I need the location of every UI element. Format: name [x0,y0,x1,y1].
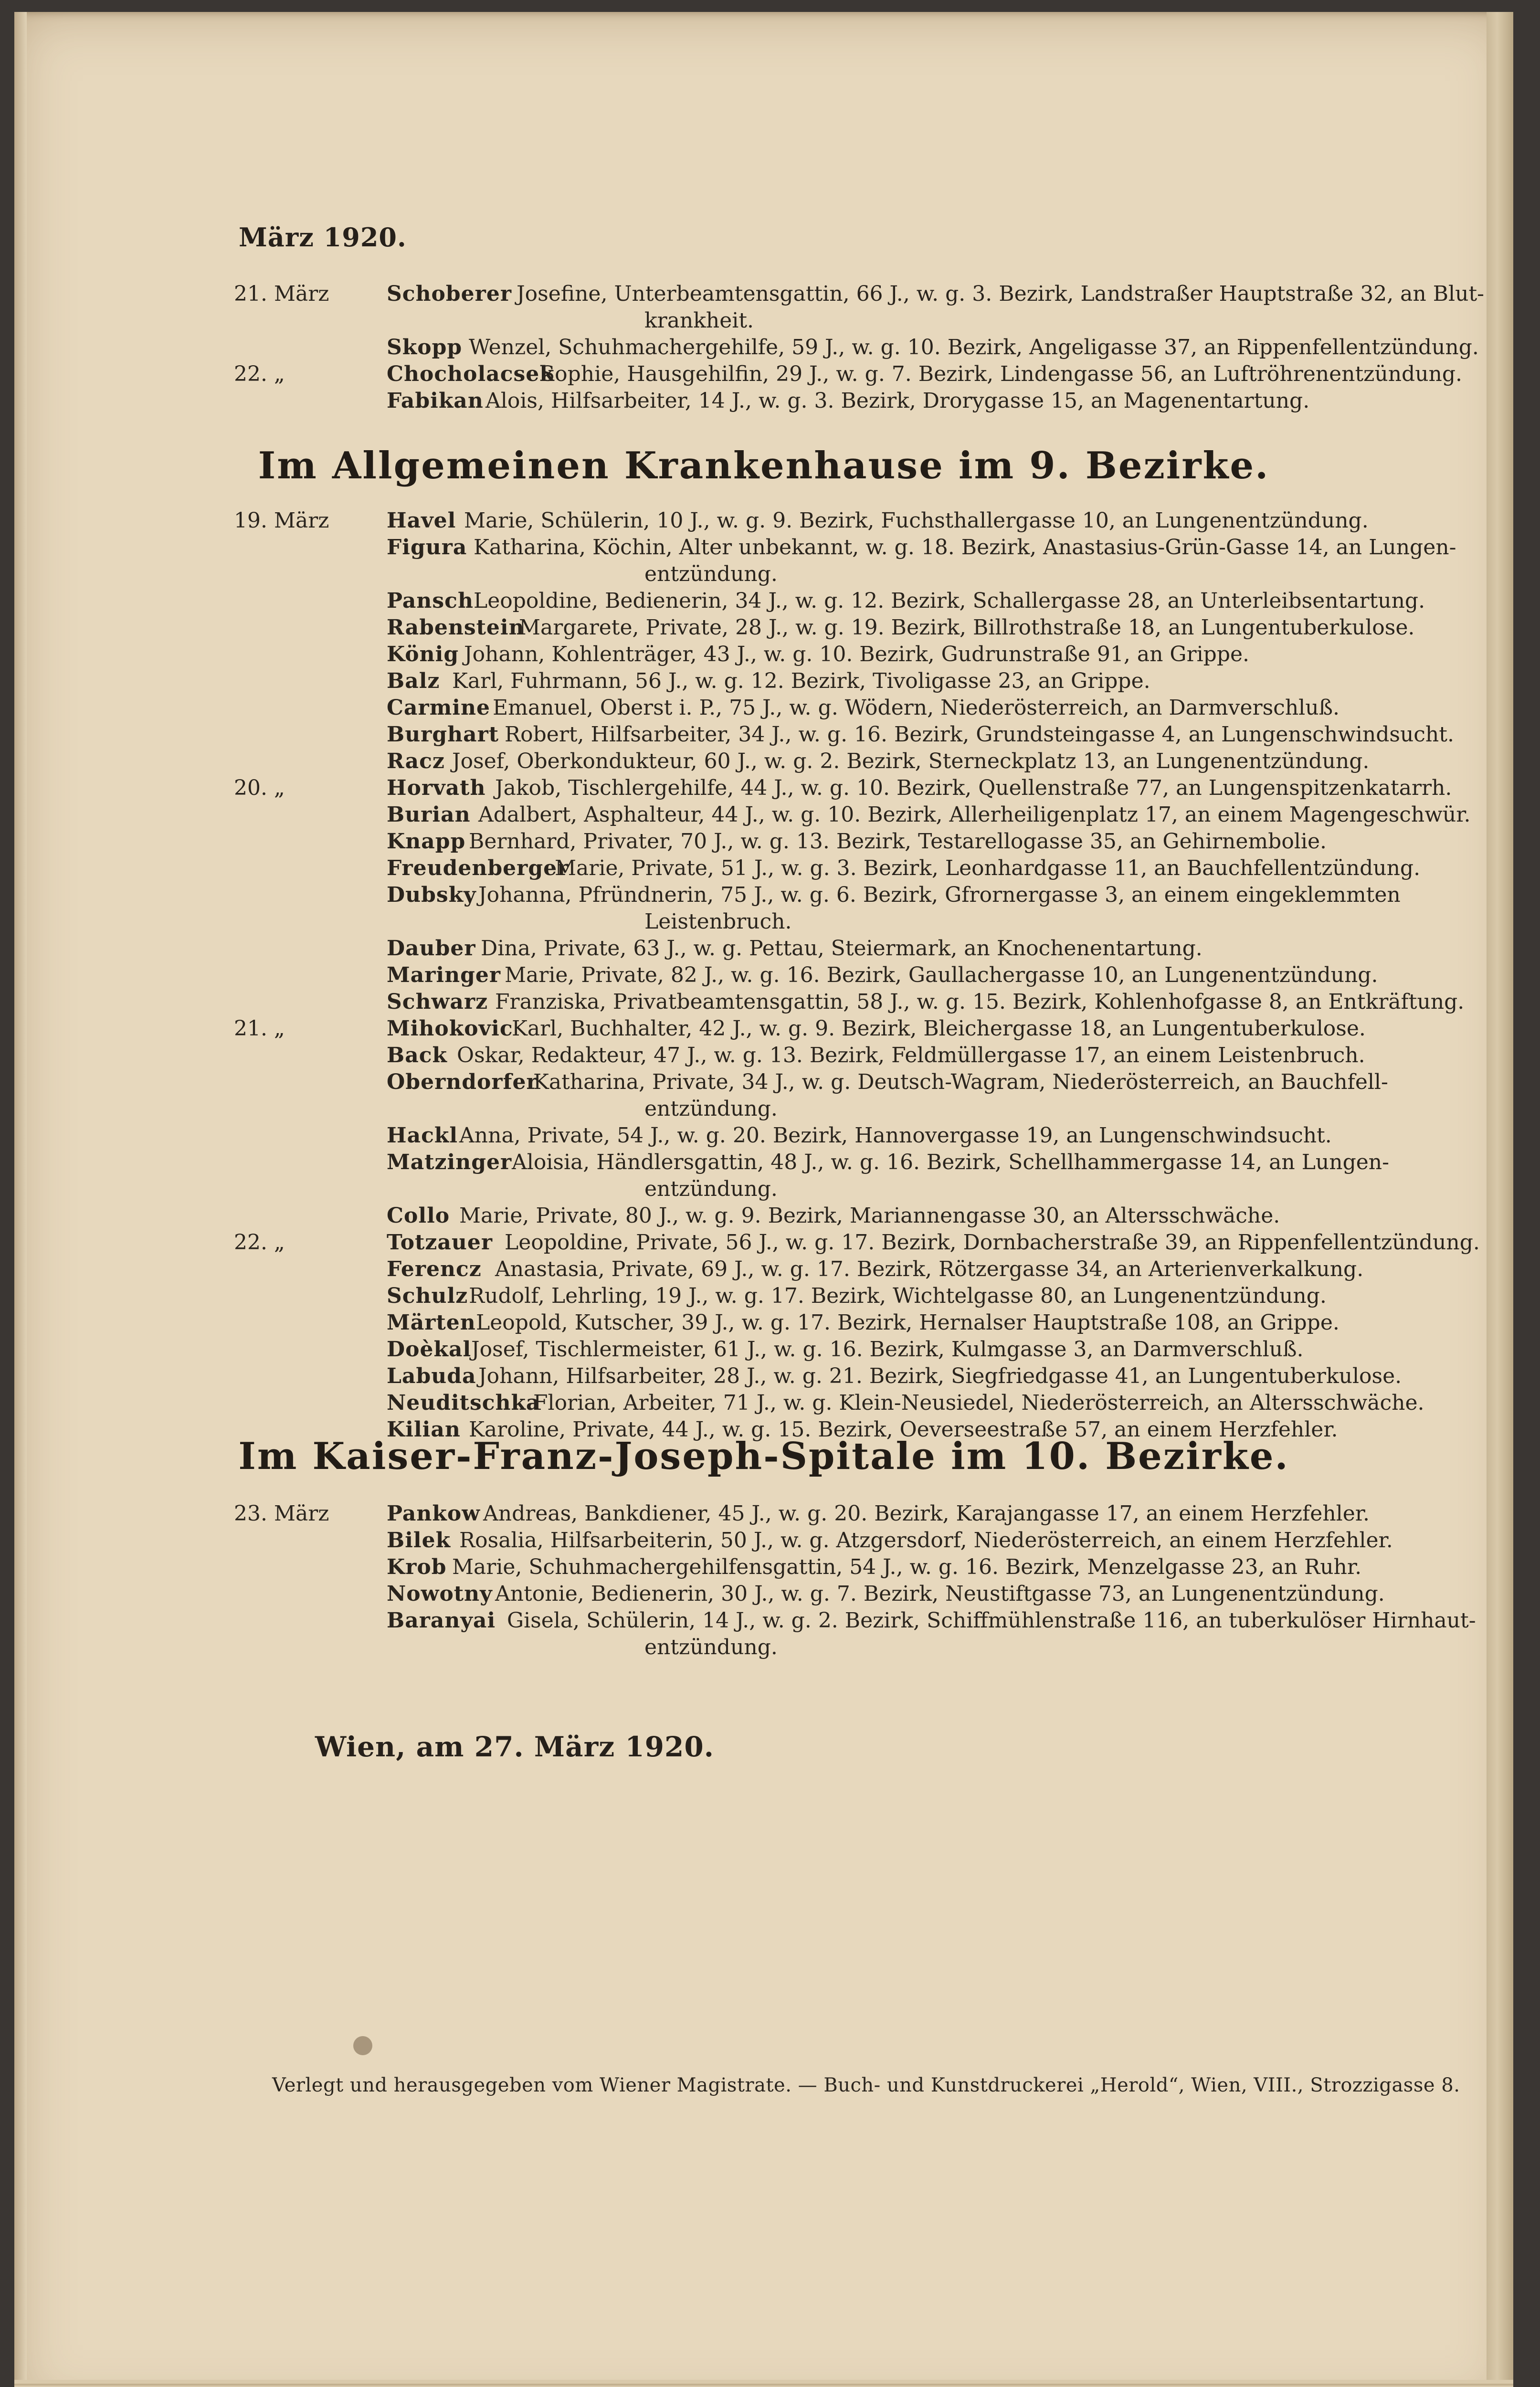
entry-details: Bernhard, Privater, 70 J., w. g. 13. Bezirk, Testarellogasse 35, an Gehirnembolie. [469,829,1327,854]
entry-date: 21. „ [234,1016,285,1041]
entry-surname: Havel [387,508,456,533]
entry-details: Gisela, Schülerin, 14 J., w. g. 2. Bezirk, Schiffmühlenstraße 116, an tuberkulöser Hirnhaut- [507,1608,1476,1633]
entry-details: Anastasia, Private, 69 J., w. g. 17. Bezirk, Rötzergasse 34, an Arterienverkalkung. [495,1257,1364,1281]
entry-surname: Schoberer [387,282,512,306]
entry-details: Dina, Private, 63 J., w. g. Pettau, Steiermark, an Knochenentartung. [481,936,1202,961]
entry-surname: Horvath [387,776,486,800]
entry-surname: Märten [387,1310,476,1335]
entry-date: 21. März [234,282,329,306]
entry-details: Aloisia, Händlersgattin, 48 J., w. g. 16. Bezirk, Schellhammergasse 14, an Lungen- [512,1150,1390,1174]
entry-surname: Krob [387,1555,447,1579]
entry-surname: Burghart [387,722,499,747]
entry-continuation-text: entzündung. [644,1177,778,1201]
entry-continuation-text: entzündung. [644,1097,778,1121]
section-title-allgemeines-krankenhaus: Im Allgemeinen Krankenhause im 9. Bezirke. [258,444,1270,487]
entry-details: Andreas, Bankdiener, 45 J., w. g. 20. Bezirk, Karajangasse 17, an einem Herzfehler. [483,1501,1370,1526]
entry-surname: Rabenstein [387,615,525,640]
entry-surname: Figura [387,535,467,560]
entry-details: Emanuel, Oberst i. P., 75 J., w. g. Wödern, Niederösterreich, an Darmverschluß. [493,696,1340,720]
entry-details: Marie, Private, 80 J., w. g. 9. Bezirk, Mariannengasse 30, an Altersschwäche. [459,1204,1280,1228]
entry-surname: König [387,642,459,666]
entry-surname: Bilek [387,1528,451,1553]
entry-details: Adalbert, Asphalteur, 44 J., w. g. 10. Bezirk, Allerheiligenplatz 17, an einem Magengeschwür. [478,803,1471,827]
entry-surname: Collo [387,1204,450,1228]
entry-details: Sophie, Hausgehilfin, 29 J., w. g. 7. Bezirk, Lindengasse 56, an Luftröhrenentzündung. [540,362,1463,386]
entry-surname: Racz [387,749,445,773]
heading-date: März 1920. [239,222,407,253]
entry-details: Josef, Oberkondukteur, 60 J., w. g. 2. Bezirk, Sterneckplatz 13, an Lungenentzündung. [452,749,1370,773]
entry-surname: Oberndorfer [387,1070,538,1094]
entry-details: Anna, Private, 54 J., w. g. 20. Bezirk, Hannovergasse 19, an Lungenschwindsucht. [459,1123,1332,1148]
ink-stain [353,2036,372,2055]
entry-details: Johann, Kohlenträger, 43 J., w. g. 10. Bezirk, Gudrunstraße 91, an Grippe. [464,642,1250,666]
section-title-kaiser-franz-joseph-spital: Im Kaiser-Franz-Joseph-Spitale im 10. Bezirke. [238,1435,1289,1478]
entry-surname: Schwarz [387,990,488,1014]
entry-details: Marie, Private, 51 J., w. g. 3. Bezirk, Leonhardgasse 11, an Bauchfellentzündung. [555,856,1421,880]
entry-surname: Balz [387,669,440,693]
entry-details: Florian, Arbeiter, 71 J., w. g. Klein-Neusiedel, Niederösterreich, an Altersschwäche. [533,1391,1424,1415]
entry-surname: Freudenberger [387,856,569,880]
entry-details: Karoline, Private, 44 J., w. g. 15. Bezirk, Oeverseestraße 57, an einem Herzfehler. [469,1417,1338,1442]
entry-continuation-text: Leistenbruch. [644,909,792,934]
entry-details: Johanna, Pfründnerin, 75 J., w. g. 6. Bezirk, Gfrornergasse 3, an einem eingeklemmten [478,883,1401,907]
entry-surname: Neuditschka [387,1391,540,1415]
entry-details: Leopoldine, Private, 56 J., w. g. 17. Bezirk, Dornbacherstraße 39, an Rippenfellentzündung. [505,1230,1480,1255]
entry-details: Katharina, Köchin, Alter unbekannt, w. g. 18. Bezirk, Anastasius-Grün-Gasse 14, an Lungen- [474,535,1456,560]
entry-details: Margarete, Private, 28 J., w. g. 19. Bezirk, Billrothstraße 18, an Lungentuberkulose. [519,615,1415,640]
entry-details: Rosalia, Hilfsarbeiterin, 50 J., w. g. Atzgersdorf, Niederösterreich, an einem Herzfehler. [459,1528,1393,1553]
entry-surname: Baranyai [387,1608,496,1633]
entry-surname: Knapp [387,829,466,854]
entry-surname: Carmine [387,696,490,720]
entry-details: Marie, Private, 82 J., w. g. 16. Bezirk, Gaullachergasse 10, an Lungenentzündung. [505,963,1378,987]
entry-date: 20. „ [234,776,285,800]
entry-surname: Skopp [387,335,463,359]
entry-date: 19. März [234,508,329,533]
entry-details: Oskar, Redakteur, 47 J., w. g. 13. Bezirk, Feldmüllergasse 17, an einem Leistenbruch. [457,1043,1365,1067]
entry-surname: Hackl [387,1123,458,1148]
entry-details: Marie, Schuhmachergehilfensgattin, 54 J., w. g. 16. Bezirk, Menzelgasse 23, an Ruhr. [452,1555,1362,1579]
entry-surname: Back [387,1043,447,1067]
entry-details: Alois, Hilfsarbeiter, 14 J., w. g. 3. Bezirk, Drorygasse 15, an Magenentartung. [485,389,1310,413]
entry-surname: Labuda [387,1364,476,1388]
entry-details: Jakob, Tischlergehilfe, 44 J., w. g. 10. Bezirk, Quellenstraße 77, an Lungenspitzenkatarrh. [495,776,1452,800]
entry-surname: Dauber [387,936,476,961]
closing-line: Wien, am 27. März 1920. [315,1731,714,1763]
entry-details: Wenzel, Schuhmachergehilfe, 59 J., w. g. 10. Bezirk, Angeligasse 37, an Rippenfellentzündung. [469,335,1479,359]
page-edge-bottom [14,2380,1513,2387]
entry-details: Karl, Buchhalter, 42 J., w. g. 9. Bezirk, Bleichergasse 18, an Lungentuberkulose. [512,1016,1366,1041]
entry-continuation-text: krankheit. [644,308,754,333]
page-edge-right [1487,12,1513,2387]
entry-details: Rudolf, Lehrling, 19 J., w. g. 17. Bezirk, Wichtelgasse 80, an Lungenentzündung. [469,1284,1327,1308]
entry-details: Marie, Schülerin, 10 J., w. g. 9. Bezirk, Fuchsthallergasse 10, an Lungenentzündung. [464,508,1369,533]
entry-details: Leopold, Kutscher, 39 J., w. g. 17. Bezirk, Hernalser Hauptstraße 108, an Grippe. [476,1310,1340,1335]
entry-surname: Doèkal [387,1337,472,1362]
entry-continuation-text: entzündung. [644,562,778,586]
entry-details: Antonie, Bedienerin, 30 J., w. g. 7. Bezirk, Neustiftgasse 73, an Lungenentzündung. [495,1582,1385,1606]
entry-date: 23. März [234,1501,329,1526]
entry-surname: Chocholacsek [387,362,555,386]
entry-surname: Pankow [387,1501,481,1526]
entry-surname: Mihokovic [387,1016,513,1041]
imprint-footer: Verlegt und herausgegeben vom Wiener Magistrate. — Buch- und Kunstdruckerei „Herold“, Wien, VIII., Strozzigasse 8. [272,2074,1460,2096]
entry-details: Robert, Hilfsarbeiter, 34 J., w. g. 16. Bezirk, Grundsteingasse 4, an Lungenschwindsucht. [505,722,1454,747]
entry-surname: Dubsky [387,883,476,907]
entry-surname: Maringer [387,963,501,987]
entry-surname: Matzinger [387,1150,512,1174]
entry-continuation-text: entzündung. [644,1635,778,1659]
entry-details: Josef, Tischlermeister, 61 J., w. g. 16. Bezirk, Kulmgasse 3, an Darmverschluß. [471,1337,1304,1362]
entry-surname: Fabikan [387,389,484,413]
entry-details: Leopoldine, Bedienerin, 34 J., w. g. 12. Bezirk, Schallergasse 28, an Unterleibsentartung. [474,589,1425,613]
entry-surname: Burian [387,803,471,827]
entry-details: Franziska, Privatbeamtensgattin, 58 J., w. g. 15. Bezirk, Kohlenhofgasse 8, an Entkräftung. [495,990,1465,1014]
entry-details: Katharina, Private, 34 J., w. g. Deutsch-Wagram, Niederösterreich, an Bauchfell- [533,1070,1388,1094]
entry-date: 22. „ [234,1230,285,1255]
document-page [14,12,1513,2387]
entry-surname: Pansch [387,589,474,613]
entry-details: Karl, Fuhrmann, 56 J., w. g. 12. Bezirk, Tivoligasse 23, an Grippe. [452,669,1150,693]
entry-surname: Nowotny [387,1582,493,1606]
entry-surname: Schulz [387,1284,468,1308]
entry-surname: Kilian [387,1417,461,1442]
entry-details: Josefine, Unterbeamtensgattin, 66 J., w. g. 3. Bezirk, Landstraßer Hauptstraße 32, an Blut- [517,282,1485,306]
entry-surname: Totzauer [387,1230,493,1255]
entry-surname: Ferencz [387,1257,482,1281]
page-edge-left [14,12,27,2387]
entry-details: Johann, Hilfsarbeiter, 28 J., w. g. 21. Bezirk, Siegfriedgasse 41, an Lungentuberkulose. [478,1364,1402,1388]
entry-date: 22. „ [234,362,285,386]
